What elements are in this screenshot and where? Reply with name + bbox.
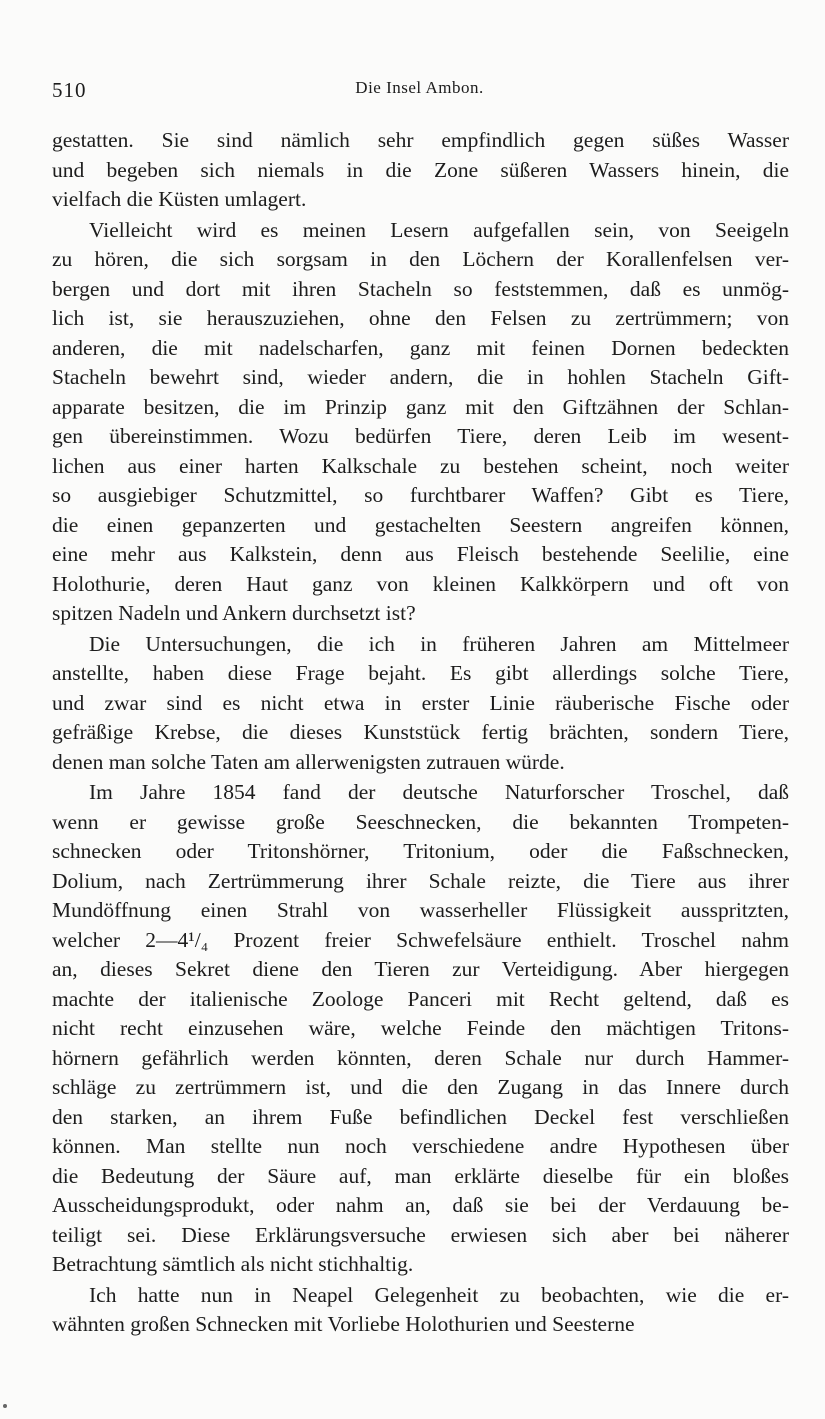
text-line: denen man solche Taten am allerwenigsten zutrauen würde.	[52, 749, 565, 774]
page-number: 510	[52, 78, 87, 102]
text-line: lich ist, sie herauszuziehen, ohne den Felsen zu zertrümmern; von	[52, 306, 789, 330]
text-line: lichen aus einer harten Kalkschale zu bestehen scheint, noch weiter	[52, 453, 789, 478]
text-line: den starken, an ihrem Fuße befindlichen Deckel fest verschließen	[52, 1104, 789, 1129]
text-line: eine mehr aus Kalkstein, denn aus Fleisch bestehende Seelilie, eine	[52, 542, 789, 566]
text-line: können. Man stellte nun noch verschiedene andre Hypothesen über	[52, 1134, 789, 1158]
text-line: Vielleicht wird es meinen Lesern aufgefallen sein, von Seeigeln	[89, 217, 789, 242]
text-line: wähnten großen Schnecken mit Vorliebe Holothurien und Seesterne	[52, 1312, 635, 1336]
paragraph	[52, 1281, 789, 1340]
text-line: welcher 2—4¹/₄ Prozent freier Schwefelsäure enthielt. Troschel nahm	[52, 927, 789, 952]
text-line: Betrachtung sämtlich als nicht stichhaltig.	[52, 1252, 414, 1276]
text-line: Stacheln bewehrt sind, wieder andern, die in hohlen Stacheln Gift-	[52, 365, 789, 389]
paragraph	[52, 630, 789, 778]
text-line: Im Jahre 1854 fand der deutsche Naturforscher Troschel, daß	[89, 780, 789, 804]
text-line: vielfach die Küsten umlagert.	[52, 187, 307, 211]
text-line: bergen und dort mit ihren Stacheln so feststemmen, daß es unmög-	[52, 276, 789, 301]
text-line: teiligt sei. Diese Erklärungsversuche erwiesen sich aber bei näherer	[52, 1222, 789, 1247]
text-line: Ausscheidungsprodukt, oder nahm an, daß sie bei der Verdauung be-	[52, 1193, 789, 1217]
text-line: Dolium, nach Zertrümmerung ihrer Schale reizte, die Tiere aus ihrer	[52, 868, 789, 893]
text-line: gen übereinstimmen. Wozu bedürfen Tiere, deren Leib im wesent-	[52, 424, 789, 448]
text-line: anstellte, haben diese Frage bejaht. Es gibt allerdings solche Tiere,	[52, 661, 789, 685]
text-line: anderen, die mit nadelscharfen, ganz mit feinen Dornen bedeckten	[52, 335, 789, 360]
text-line: die einen gepanzerten und gestachelten Seestern angreifen können,	[52, 512, 789, 537]
text-line: Die Untersuchungen, die ich in früheren Jahren am Mittelmeer	[89, 631, 789, 656]
text-line: schläge zu zertrümmern ist, und die den Zugang in das Innere durch	[52, 1075, 789, 1099]
text-line: und begeben sich niemals in die Zone süßeren Wassers hinein, die	[52, 157, 789, 182]
text-line: schnecken oder Tritonshörner, Tritonium, oder die Faßschnecken,	[52, 839, 789, 863]
text-line: apparate besitzen, die im Prinzip ganz mit den Giftzähnen der Schlan-	[52, 394, 789, 419]
scan-speck	[3, 1404, 7, 1408]
text-line: wenn er gewisse große Seeschnecken, die bekannten Trompeten-	[52, 809, 789, 834]
page-header	[52, 78, 787, 102]
paragraph	[52, 778, 789, 1280]
text-line: nicht recht einzusehen wäre, welche Feinde den mächtigen Tritons-	[52, 1016, 789, 1040]
paragraph	[52, 126, 789, 215]
text-line: Mundöffnung einen Strahl von wasserheller Flüssigkeit ausspritzten,	[52, 898, 789, 922]
text-line: so ausgiebiger Schutzmittel, so furchtbarer Waffen? Gibt es Tiere,	[52, 483, 789, 507]
text-line: machte der italienische Zoologe Panceri mit Recht geltend, daß es	[52, 986, 789, 1011]
text-line: Ich hatte nun in Neapel Gelegenheit zu beobachten, wie die er-	[89, 1282, 789, 1307]
text-line: gefräßige Krebse, die dieses Kunststück fertig brächten, sondern Tiere,	[52, 720, 789, 744]
text-line: die Bedeutung der Säure auf, man erklärte dieselbe für ein bloßes	[52, 1163, 789, 1188]
text-line: gestatten. Sie sind nämlich sehr empfindlich gegen süßes Wasser	[52, 128, 789, 152]
text-line: Holothurie, deren Haut ganz von kleinen Kalkkörpern und oft von	[52, 571, 789, 596]
text-line: an, dieses Sekret diene den Tieren zur Verteidigung. Aber hiergegen	[52, 957, 789, 981]
paragraph	[52, 216, 789, 629]
body-text	[52, 126, 789, 1340]
running-title: Die Insel Ambon.	[355, 78, 484, 97]
text-line: hörnern gefährlich werden könnten, deren Schale nur durch Hammer-	[52, 1045, 789, 1070]
text-line: zu hören, die sich sorgsam in den Löchern der Korallenfelsen ver-	[52, 247, 789, 271]
text-line: und zwar sind es nicht etwa in erster Linie räuberische Fische oder	[52, 690, 789, 715]
text-line: spitzen Nadeln und Ankern durchsetzt ist?	[52, 601, 416, 625]
